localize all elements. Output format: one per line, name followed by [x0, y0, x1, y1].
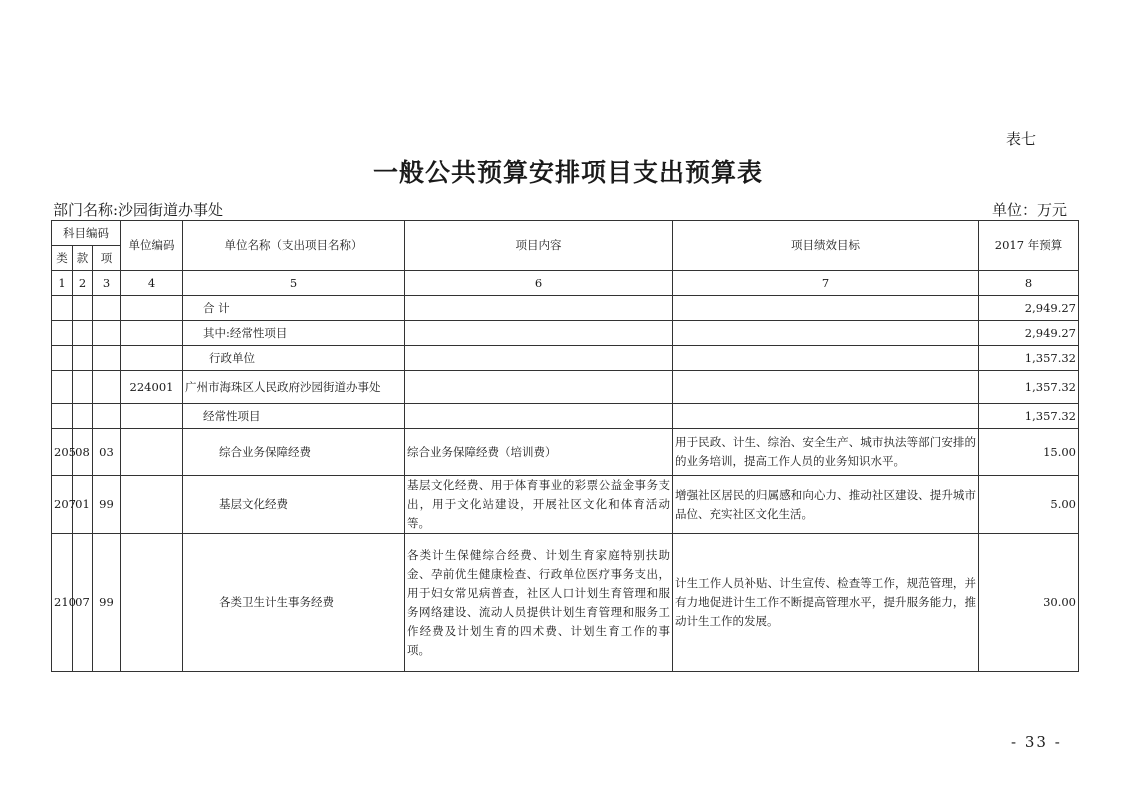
- cell-unit-code: [121, 296, 183, 321]
- cell-goal: [673, 321, 979, 346]
- cell-amount: 5.00: [979, 476, 1079, 534]
- column-number: 7: [673, 271, 979, 296]
- cell-xiang: [93, 321, 121, 346]
- cell-goal: 计生工作人员补贴、计生宣传、检查等工作，规范管理，并有力地促进计生工作不断提高管理水平，提升服务能力，推动计生工作的发展。: [673, 534, 979, 672]
- cell-unit-code: 224001: [121, 371, 183, 404]
- column-number: 1: [52, 271, 73, 296]
- cell-lei: [52, 371, 73, 404]
- unit-label: 单位：万元: [992, 201, 1068, 219]
- cell-goal: [673, 296, 979, 321]
- cell-unit-code: [121, 404, 183, 429]
- column-number: 2: [73, 271, 93, 296]
- cell-amount: 30.00: [979, 534, 1079, 672]
- table-row: [52, 476, 1079, 534]
- cell-kuan: [73, 321, 93, 346]
- column-number: 6: [405, 271, 673, 296]
- cell-unit-code: [121, 476, 183, 534]
- header-xiang: 项: [93, 246, 121, 271]
- cell-lei: [52, 296, 73, 321]
- cell-name: 经常性项目: [183, 404, 405, 429]
- cell-unit-code: [121, 429, 183, 476]
- cell-kuan: 01: [73, 476, 93, 534]
- cell-content: [405, 296, 673, 321]
- table-row: [52, 346, 1079, 371]
- cell-amount: 15.00: [979, 429, 1079, 476]
- column-number: 5: [183, 271, 405, 296]
- column-number: 8: [979, 271, 1079, 296]
- cell-kuan: [73, 404, 93, 429]
- cell-goal: [673, 371, 979, 404]
- cell-name: 行政单位: [183, 346, 405, 371]
- cell-xiang: [93, 296, 121, 321]
- cell-name: 各类卫生计生事务经费: [183, 534, 405, 672]
- cell-xiang: 99: [93, 534, 121, 672]
- column-number: 4: [121, 271, 183, 296]
- cell-lei: [52, 404, 73, 429]
- cell-goal: 用于民政、计生、综治、安全生产、城市执法等部门安排的的业务培训，提高工作人员的业务知识水平。: [673, 429, 979, 476]
- cell-name: 广州市海珠区人民政府沙园街道办事处: [183, 371, 405, 404]
- cell-unit-code: [121, 321, 183, 346]
- cell-lei: 207: [52, 476, 73, 534]
- table-row: [52, 296, 1079, 321]
- header-kuan: 款: [73, 246, 93, 271]
- cell-kuan: [73, 346, 93, 371]
- cell-content: [405, 371, 673, 404]
- cell-goal: [673, 346, 979, 371]
- cell-name: 其中:经常性项目: [183, 321, 405, 346]
- cell-content: 综合业务保障经费（培训费）: [405, 429, 673, 476]
- cell-content: 各类计生保健综合经费、计划生育家庭特别扶助金、孕前优生健康检查、行政单位医疗事务支出，用于妇女常见病普查，社区人口计划生育管理和服务网络建设、流动人员提供计划生育管理和服务工作经费及计划生育的四术费、计划生育工作的事项。: [405, 534, 673, 672]
- cell-content: 基层文化经费、用于体育事业的彩票公益金事务支出，用于文化站建设，开展社区文化和体育活动等。: [405, 476, 673, 534]
- cell-unit-code: [121, 346, 183, 371]
- cell-xiang: 99: [93, 476, 121, 534]
- cell-name: 综合业务保障经费: [183, 429, 405, 476]
- header-unit-code: 单位编码: [121, 221, 183, 271]
- department-name: 部门名称:沙园街道办事处: [53, 201, 224, 219]
- page-number: - 33 -: [1011, 733, 1062, 751]
- header-unit-name: 单位名称（支出项目名称）: [183, 221, 405, 271]
- cell-amount: 1,357.32: [979, 346, 1079, 371]
- cell-content: [405, 346, 673, 371]
- header-subject-code: 科目编码: [52, 221, 121, 246]
- cell-xiang: [93, 404, 121, 429]
- header-budget: 2017 年预算: [979, 221, 1079, 271]
- cell-xiang: 03: [93, 429, 121, 476]
- budget-table: [51, 220, 1079, 672]
- cell-content: [405, 404, 673, 429]
- cell-kuan: [73, 371, 93, 404]
- cell-goal: [673, 404, 979, 429]
- header-content: 项目内容: [405, 221, 673, 271]
- cell-amount: 1,357.32: [979, 404, 1079, 429]
- table-row: [52, 371, 1079, 404]
- cell-xiang: [93, 371, 121, 404]
- cell-xiang: [93, 346, 121, 371]
- cell-kuan: 07: [73, 534, 93, 672]
- table-row: [52, 404, 1079, 429]
- header-lei: 类: [52, 246, 73, 271]
- table-number: 表七: [1006, 130, 1037, 148]
- document-title: 一般公共预算安排项目支出预算表: [372, 158, 763, 187]
- cell-name: 合 计: [183, 296, 405, 321]
- table-row: [52, 429, 1079, 476]
- table-row: [52, 321, 1079, 346]
- cell-amount: 1,357.32: [979, 371, 1079, 404]
- cell-name: 基层文化经费: [183, 476, 405, 534]
- cell-goal: 增强社区居民的归属感和向心力、推动社区建设、提升城市品位、充实社区文化生活。: [673, 476, 979, 534]
- column-number: 3: [93, 271, 121, 296]
- table-row: [52, 534, 1079, 672]
- cell-lei: 205: [52, 429, 73, 476]
- cell-kuan: 08: [73, 429, 93, 476]
- cell-unit-code: [121, 534, 183, 672]
- cell-lei: [52, 346, 73, 371]
- cell-amount: 2,949.27: [979, 296, 1079, 321]
- cell-kuan: [73, 296, 93, 321]
- cell-content: [405, 321, 673, 346]
- header-goal: 项目绩效目标: [673, 221, 979, 271]
- cell-amount: 2,949.27: [979, 321, 1079, 346]
- cell-lei: 210: [52, 534, 73, 672]
- cell-lei: [52, 321, 73, 346]
